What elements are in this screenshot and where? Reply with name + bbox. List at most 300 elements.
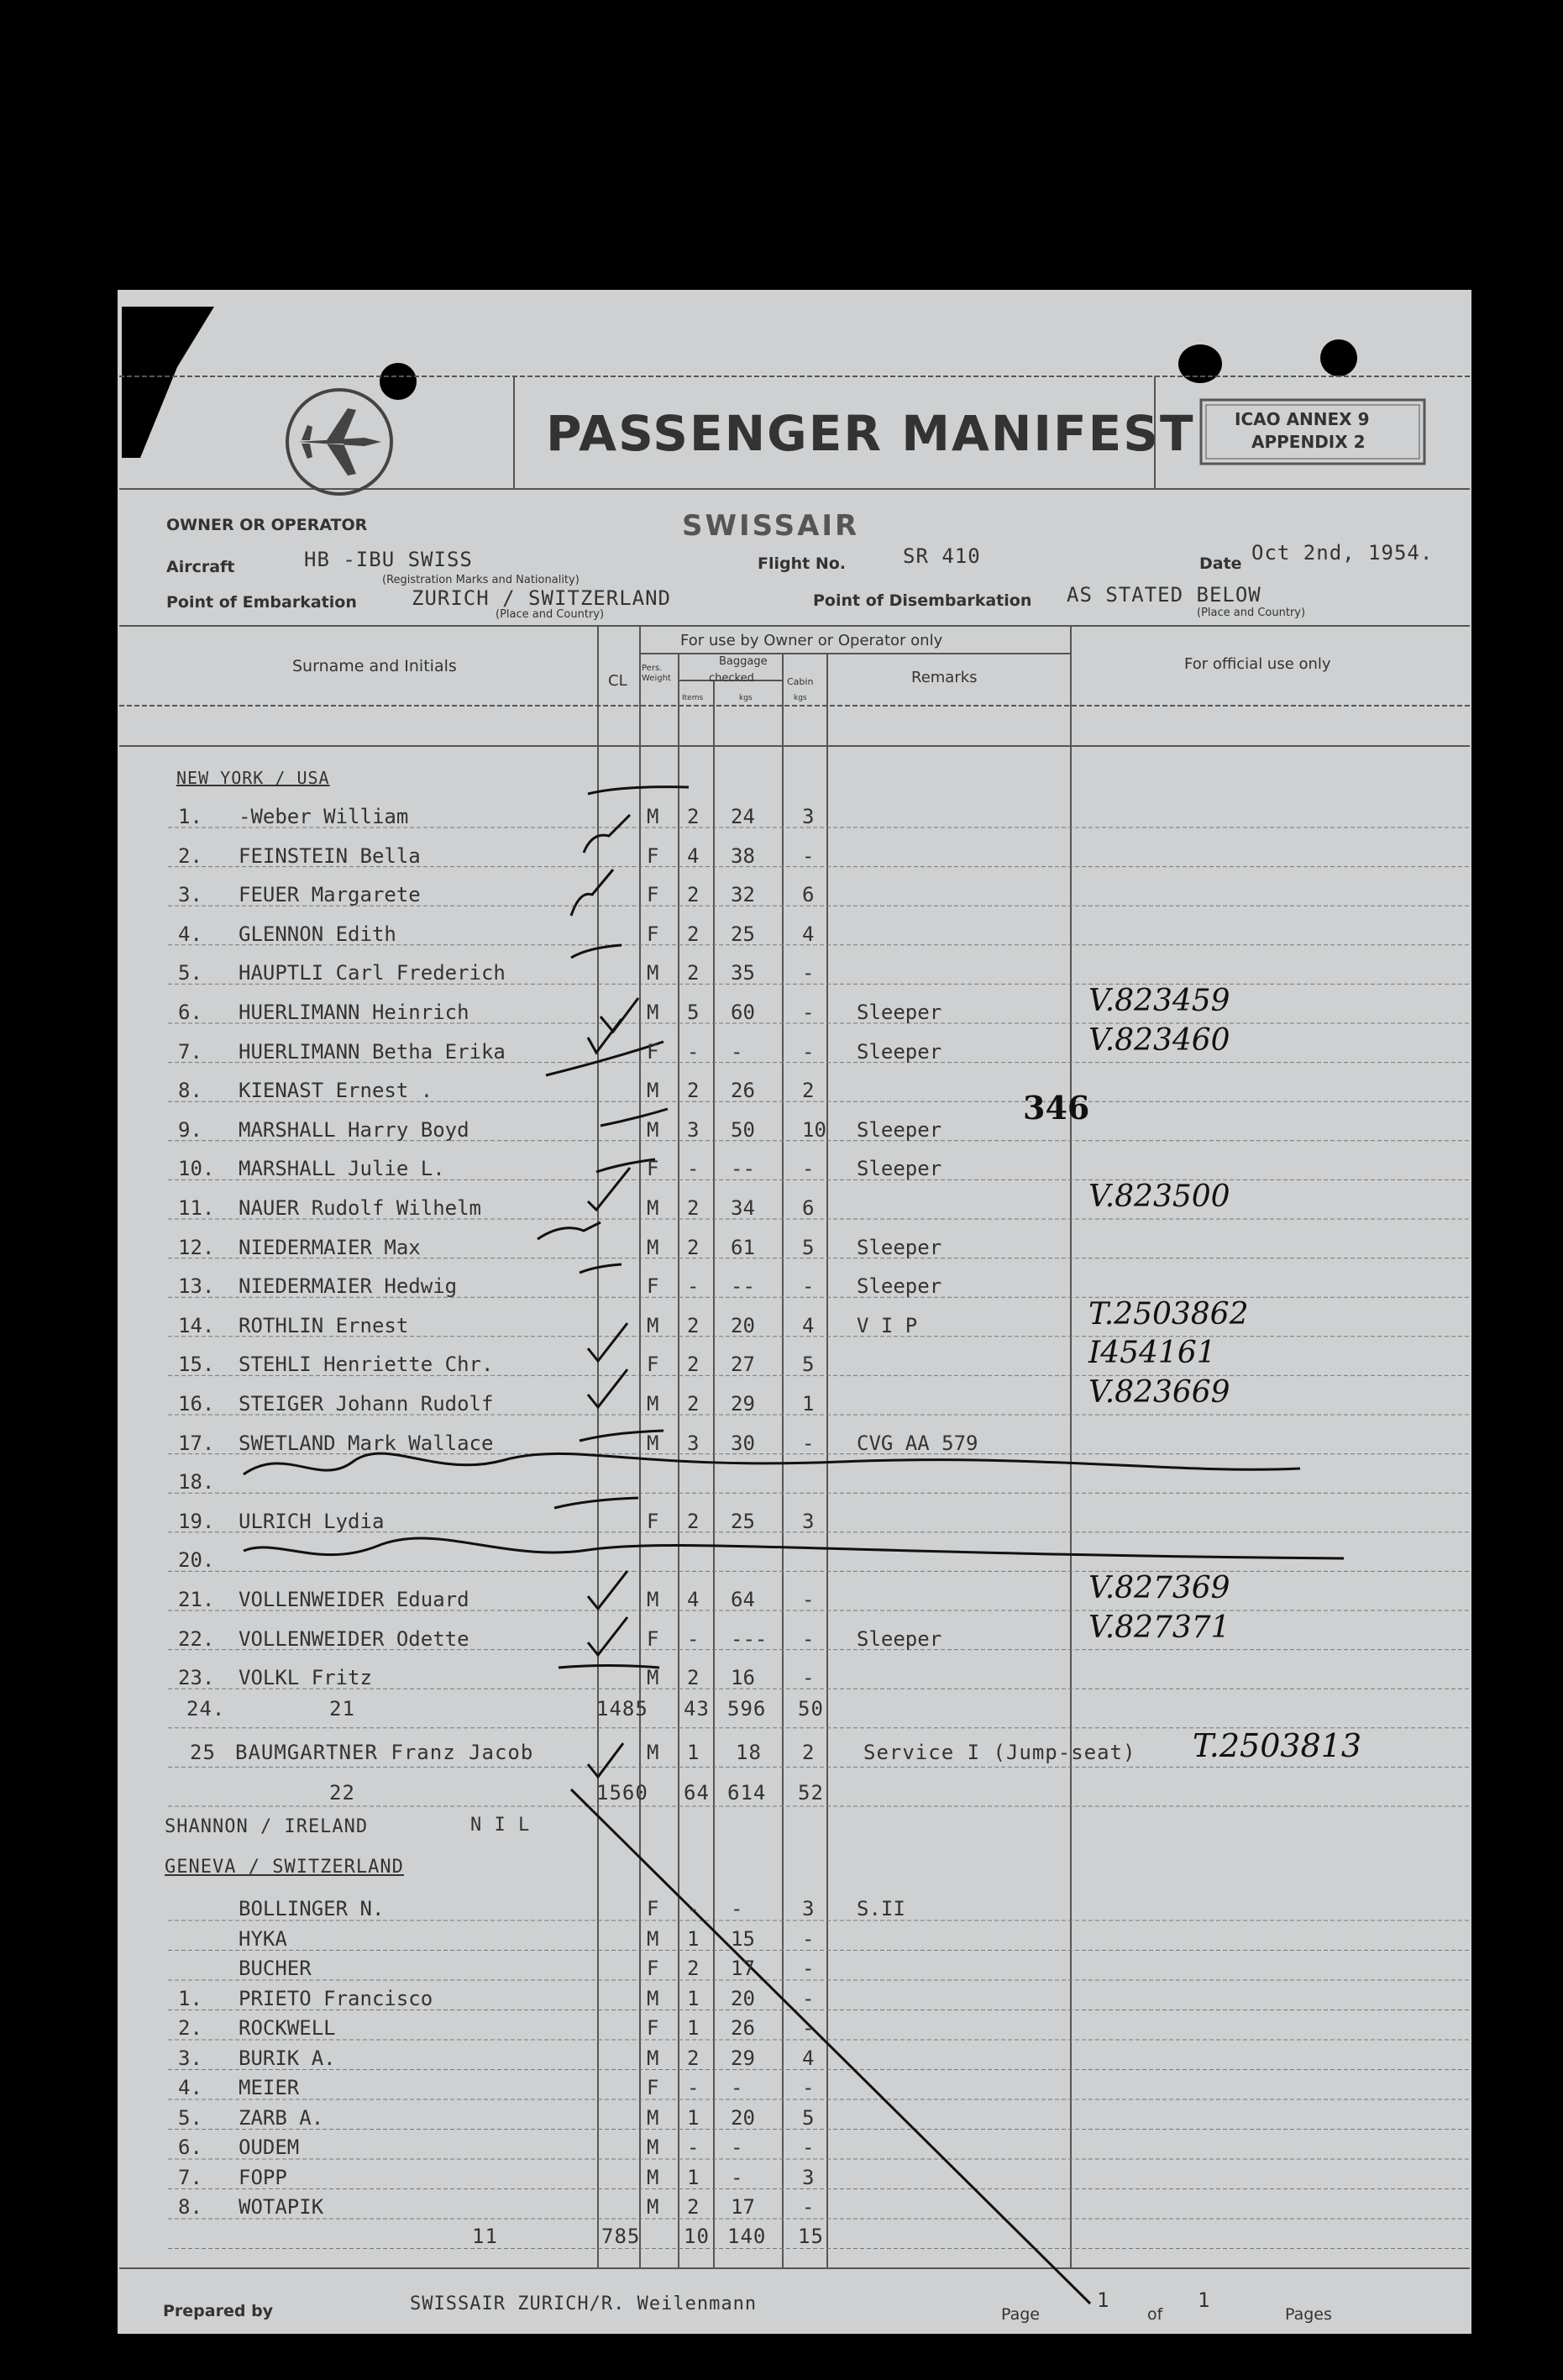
row-number: 16.: [178, 1392, 215, 1416]
col-cl: CL: [608, 672, 627, 690]
baggage-kgs: ---: [731, 1626, 768, 1651]
pages-label: Pages: [1285, 2305, 1332, 2324]
passenger-name: HUERLIMANN Heinrich: [239, 1001, 469, 1024]
baggage-kgs: 32: [731, 883, 755, 907]
total-cabin: 50: [798, 1697, 824, 1721]
remarks: S.II: [857, 1897, 905, 1920]
flight-label: Flight No.: [758, 554, 847, 573]
baggage-kgs: 20: [731, 1313, 755, 1337]
baggage-pieces: 4: [687, 1588, 700, 1611]
baggage-pieces: 5: [687, 1001, 700, 1024]
of-label: of: [1147, 2305, 1163, 2324]
baggage-kgs: 15: [731, 1926, 755, 1951]
cabin-kgs: 3: [802, 1897, 815, 1920]
baggage-kgs: 61: [731, 1235, 755, 1259]
embark-label: Point of Embarkation: [166, 593, 357, 612]
passenger-sex: M: [647, 2046, 659, 2070]
disembark-sublabel: (Place and Country): [1197, 607, 1306, 619]
passenger-name: PRIETO Francisco: [239, 1986, 433, 2010]
cabin-kgs: 4: [802, 922, 815, 946]
total-cabin: 52: [798, 1781, 824, 1805]
baggage-kgs: 26: [731, 1079, 755, 1103]
row-number: 18.: [178, 1470, 215, 1495]
baggage-pieces: 2: [687, 1509, 700, 1533]
section-new-york: NEW YORK / USA: [176, 768, 330, 788]
remarks: Sleeper: [857, 1117, 942, 1142]
remarks: Service I (Jump-seat): [863, 1741, 1136, 1764]
total-weight: 1485: [596, 1697, 648, 1721]
baggage-kgs: 30: [731, 1431, 755, 1455]
passenger-name: ULRICH Lydia: [239, 1509, 385, 1533]
passenger-count: 11: [472, 2225, 498, 2248]
passenger-row: [0, 1503, 1563, 1542]
cabin-kgs: -: [802, 1588, 815, 1611]
baggage-kgs: 34: [731, 1196, 755, 1220]
total-pieces: 43: [684, 1697, 710, 1721]
passenger-name: BURIK A.: [239, 2046, 336, 2070]
total-kgs: 596: [727, 1697, 767, 1721]
passenger-sex: M: [647, 1741, 660, 1764]
passenger-name: STEHLI Henriette Chr.: [239, 1353, 494, 1377]
passenger-row: [0, 1542, 1563, 1580]
passenger-sex: F: [647, 1157, 659, 1181]
passenger-sex: M: [647, 1079, 659, 1103]
baggage-kgs: 20: [731, 1986, 755, 2010]
aircraft-label: Aircraft: [166, 558, 235, 576]
passenger-name: NIEDERMAIER Max: [239, 1235, 421, 1259]
aircraft-sublabel: (Registration Marks and Nationality): [382, 574, 580, 586]
remarks: CVG AA 579: [857, 1431, 978, 1455]
row-number: 2.: [178, 843, 202, 868]
passenger-row: [0, 1336, 1563, 1384]
row-number: 20.: [178, 1548, 215, 1573]
cabin-kgs: 5: [802, 1353, 815, 1377]
section-geneva: GENEVA / SWITZERLAND: [165, 1857, 404, 1878]
row-number: 22.: [178, 1626, 215, 1651]
passenger-name: BUCHER: [239, 1957, 312, 1980]
passenger-row: [0, 1229, 1563, 1268]
passenger-sex: F: [647, 1353, 659, 1377]
official-note: V.823460: [1088, 1022, 1230, 1058]
baggage-pieces: 3: [687, 1431, 700, 1455]
passenger-count: 22: [329, 1781, 355, 1805]
baggage-pieces: 2: [687, 961, 700, 985]
date-value: Oct 2nd, 1954.: [1251, 541, 1434, 565]
cabin-kgs: 5: [802, 2105, 815, 2130]
cabin-kgs: 6: [802, 883, 815, 907]
total-weight: 785: [601, 2225, 641, 2248]
remarks: Sleeper: [857, 1039, 942, 1064]
appendix-label: APPENDIX 2: [1251, 432, 1366, 452]
baggage-kgs: 16: [731, 1666, 755, 1690]
passenger-sex: F: [647, 1039, 659, 1064]
row-number: 25: [190, 1741, 216, 1764]
passenger-row: [0, 1268, 1563, 1306]
baggage-pieces: -: [687, 2076, 700, 2099]
baggage-pieces: 1: [687, 2165, 700, 2189]
col-cabin: Cabin: [787, 676, 814, 687]
total-kgs: 614: [727, 1781, 767, 1805]
row-number: 10.: [178, 1157, 215, 1181]
col-remarks: Remarks: [911, 669, 978, 686]
prepared-by-value: SWISSAIR ZURICH/R. Weilenmann: [410, 2293, 758, 2314]
cabin-kgs: -: [802, 2136, 815, 2159]
baggage-pieces: 2: [687, 883, 700, 907]
official-note: V.823459: [1088, 984, 1230, 1018]
official-note: V.823500: [1088, 1179, 1230, 1214]
passenger-sex: M: [647, 805, 659, 828]
total-weight: 1560: [596, 1781, 648, 1805]
passenger-sex: M: [647, 2105, 659, 2130]
row-number: 3.: [178, 2046, 202, 2070]
official-note: V.823669: [1088, 1375, 1230, 1410]
cabin-kgs: 2: [802, 1079, 815, 1103]
date-label: Date: [1199, 554, 1242, 573]
baggage-pieces: 2: [687, 1666, 700, 1690]
passenger-row: [0, 1571, 1563, 1620]
cabin-kgs: -: [802, 2195, 815, 2219]
row-number: 9.: [178, 1117, 202, 1142]
row-number: 4.: [178, 2076, 202, 2099]
baggage-pieces: 1: [687, 1926, 700, 1951]
cabin-kgs: -: [802, 1431, 815, 1455]
passenger-row: [0, 954, 1563, 993]
passenger-row: [0, 984, 1563, 1032]
passenger-name: ROTHLIN Ernest: [239, 1313, 409, 1337]
passenger-sex: M: [647, 2136, 659, 2159]
cabin-kgs: -: [802, 1926, 815, 1951]
baggage-kgs: 20: [731, 2105, 755, 2130]
baggage-pieces: -: [687, 1274, 700, 1299]
row-number: 2.: [178, 2016, 202, 2040]
page-label: Page: [1001, 2305, 1040, 2324]
row-number: 17.: [178, 1431, 215, 1455]
baggage-pieces: 1: [687, 1741, 700, 1764]
aircraft-value: HB -IBU SWISS: [304, 548, 473, 571]
official-note: V.827369: [1088, 1571, 1230, 1605]
row-number: 6.: [178, 1001, 202, 1024]
new-york-total-row: [0, 1690, 1563, 1729]
form-title: PASSENGER MANIFEST: [546, 405, 1195, 462]
row-number: 1.: [178, 805, 202, 828]
baggage-kgs: 26: [731, 2016, 755, 2040]
embark-sublabel: (Place and Country): [496, 608, 605, 621]
passenger-sex: F: [647, 2076, 659, 2099]
baggage-pieces: 2: [687, 1957, 700, 1980]
col-kgs: kgs: [739, 694, 753, 702]
baggage-pieces: -: [687, 2136, 700, 2159]
cabin-kgs: -: [802, 961, 815, 985]
row-number: 12.: [178, 1235, 215, 1259]
remarks: Sleeper: [857, 1626, 942, 1651]
row-number: 7.: [178, 1039, 202, 1064]
passenger-sex: F: [647, 1509, 659, 1533]
col-owner-use: For use by Owner or Operator only: [680, 632, 943, 649]
passenger-name: ZARB A.: [239, 2105, 324, 2130]
row-number: 15.: [178, 1353, 215, 1377]
baggage-pieces: 2: [687, 922, 700, 946]
baggage-kgs: 35: [731, 961, 755, 985]
disembark-value: AS STATED BELOW: [1067, 583, 1261, 607]
row-number: 7.: [178, 2165, 202, 2189]
passenger-row: [0, 1179, 1563, 1228]
row-number: 23.: [178, 1666, 215, 1690]
baggage-kgs: 50: [731, 1117, 755, 1142]
cabin-kgs: 10: [802, 1117, 826, 1142]
passenger-sex: M: [647, 2195, 659, 2219]
cabin-kgs: -: [802, 2076, 815, 2099]
col-pers-weight: Pers. Weight: [642, 664, 671, 683]
cabin-kgs: -: [802, 2016, 815, 2040]
baggage-pieces: 2: [687, 1079, 700, 1103]
passenger-sex: M: [647, 1235, 659, 1259]
passenger-name: BOLLINGER N.: [239, 1897, 385, 1920]
passenger-name: HAUPTLI Carl Frederich: [239, 961, 506, 985]
passenger-sex: M: [647, 1431, 659, 1455]
cabin-kgs: 5: [802, 1235, 815, 1259]
baggage-kgs: 24: [731, 805, 755, 828]
col-items: Items: [682, 694, 704, 702]
baggage-kgs: 18: [736, 1741, 762, 1764]
passenger-sex: M: [647, 1196, 659, 1220]
total-pieces: 10: [684, 2225, 710, 2248]
passenger-name: HUERLIMANN Betha Erika: [239, 1039, 506, 1064]
baggage-pieces: 2: [687, 805, 700, 828]
passenger-sex: F: [647, 883, 659, 907]
baggage-pieces: 1: [687, 1986, 700, 2010]
passenger-sex: F: [647, 922, 659, 946]
passenger-sex: M: [647, 1001, 659, 1024]
passenger-row: [0, 1425, 1563, 1463]
total-pieces: 64: [684, 1781, 710, 1805]
baggage-pieces: -: [687, 1039, 700, 1064]
passenger-row: [0, 838, 1563, 876]
passenger-count: 21: [329, 1697, 355, 1721]
passenger-sex: M: [647, 1313, 659, 1337]
col-cabin-kgs: kgs: [794, 694, 807, 702]
annex-label: ICAO ANNEX 9: [1235, 409, 1370, 429]
cabin-kgs: 4: [802, 2046, 815, 2070]
row-number: 6.: [178, 2136, 202, 2159]
baggage-kgs: 27: [731, 1353, 755, 1377]
passenger-sex: F: [647, 2016, 659, 2040]
passenger-name: -Weber William: [239, 805, 409, 828]
remarks: Sleeper: [857, 1157, 942, 1181]
passenger-row: [0, 916, 1563, 954]
baggage-pieces: 2: [687, 2046, 700, 2070]
baggage-pieces: -: [687, 1626, 700, 1651]
passenger-row: [0, 1072, 1563, 1111]
passenger-name: MARSHALL Harry Boyd: [239, 1117, 469, 1142]
passenger-row: [0, 1022, 1563, 1072]
passenger-name: KIENAST Ernest .: [239, 1079, 433, 1103]
col-surname: Surname and Initials: [292, 657, 457, 675]
baggage-kgs: 17: [731, 2195, 755, 2219]
cabin-kgs: -: [802, 1039, 815, 1064]
passenger-sex: M: [647, 961, 659, 985]
cabin-kgs: -: [802, 843, 815, 868]
official-note: T.2503862: [1088, 1296, 1249, 1332]
passenger-name: MEIER: [239, 2076, 300, 2099]
passenger-name: OUDEM: [239, 2136, 300, 2159]
passenger-sex: F: [647, 1897, 659, 1920]
cabin-kgs: -: [802, 1274, 815, 1299]
passenger-row: [0, 798, 1563, 837]
passenger-name: FEINSTEIN Bella: [239, 843, 421, 868]
row-number: 11.: [178, 1196, 215, 1220]
passenger-name: GLENNON Edith: [239, 922, 396, 946]
baggage-kgs: -: [731, 2076, 743, 2099]
cabin-kgs: -: [802, 1986, 815, 2010]
row-number: 3.: [178, 883, 202, 907]
baggage-kgs: 25: [731, 1509, 755, 1533]
baggage-kgs: --: [731, 1157, 755, 1181]
passenger-sex: M: [647, 1926, 659, 1951]
passenger-name: VOLLENWEIDER Odette: [239, 1626, 469, 1651]
cabin-kgs: 4: [802, 1313, 815, 1337]
cabin-kgs: 6: [802, 1196, 815, 1220]
baggage-kgs: -: [731, 1039, 743, 1064]
cabin-kgs: -: [802, 1626, 815, 1651]
row-number: 13.: [178, 1274, 215, 1299]
passenger-sex: F: [647, 1957, 659, 1980]
row-number: 5.: [178, 961, 202, 985]
embark-value: ZURICH / SWITZERLAND: [412, 586, 671, 610]
cabin-kgs: 3: [802, 805, 815, 828]
cabin-kgs: -: [802, 1001, 815, 1024]
row-number: 21.: [178, 1588, 215, 1611]
grand-total-row: [0, 1774, 1563, 1813]
owner-value: SWISSAIR: [682, 509, 860, 543]
row-number: 4.: [178, 922, 202, 946]
baggage-pieces: 2: [687, 1196, 700, 1220]
passenger-name: BAUMGARTNER Franz Jacob: [235, 1741, 534, 1764]
passenger-sex: M: [647, 1986, 659, 2010]
passenger-name: ROCKWELL: [239, 2016, 336, 2040]
official-note: T.2503813: [1193, 1727, 1362, 1764]
baggage-kgs: 25: [731, 922, 755, 946]
passenger-name: STEIGER Johann Rudolf: [239, 1392, 494, 1416]
remarks: V I P: [857, 1313, 918, 1337]
baggage-pieces: 2: [687, 1313, 700, 1337]
baggage-pieces: 3: [687, 1117, 700, 1142]
flight-value: SR 410: [903, 544, 981, 568]
baggage-pieces: -: [687, 1157, 700, 1181]
cabin-kgs: 1: [802, 1392, 815, 1416]
total-kgs: 140: [727, 2225, 767, 2248]
cabin-kgs: -: [802, 1666, 815, 1690]
baggage-pieces: 2: [687, 1235, 700, 1259]
passenger-sex: M: [647, 1117, 659, 1142]
airplane-logo-icon: [286, 388, 393, 496]
row-number: 19.: [178, 1509, 215, 1533]
passenger-row: [0, 1111, 1563, 1150]
passenger-name: VOLKL Fritz: [239, 1666, 372, 1690]
baggage-kgs: 64: [731, 1588, 755, 1611]
baggage-pieces: 2: [687, 1392, 700, 1416]
total-pages-value: 1: [1198, 2288, 1211, 2312]
stamped-page-number: 346: [1023, 1089, 1090, 1127]
baggage-kgs: --: [731, 1274, 755, 1299]
row-number: 8.: [178, 2195, 202, 2219]
prepared-by-label: Prepared by: [163, 2302, 274, 2320]
passenger-name: FEUER Margarete: [239, 883, 421, 907]
passenger-name: NAUER Rudolf Wilhelm: [239, 1196, 481, 1220]
passenger-name: HYKA: [239, 1926, 287, 1951]
passenger-row: [0, 1463, 1563, 1502]
remarks: Sleeper: [857, 1274, 942, 1299]
col-official: For official use only: [1184, 655, 1331, 673]
passenger-row: [0, 1375, 1563, 1424]
baggage-pieces: 2: [687, 1353, 700, 1377]
shannon-nil: N I L: [470, 1815, 531, 1836]
passenger-row: [0, 1150, 1563, 1189]
baggage-pieces: -: [687, 1897, 700, 1920]
baggage-pieces: 1: [687, 2105, 700, 2130]
baggage-pieces: 4: [687, 843, 700, 868]
row-number: 24.: [186, 1697, 226, 1721]
baggage-pieces: 1: [687, 2016, 700, 2040]
baggage-kgs: -: [731, 2165, 743, 2189]
row-number: 1.: [178, 1986, 202, 2010]
row-number: 5.: [178, 2105, 202, 2130]
col-checked: checked: [709, 672, 754, 685]
passenger-name: SWETLAND Mark Wallace: [239, 1431, 494, 1455]
cabin-kgs: 3: [802, 2165, 815, 2189]
passenger-row: [0, 1610, 1563, 1659]
official-note: I454161: [1088, 1336, 1216, 1371]
passenger-name: NIEDERMAIER Hedwig: [239, 1274, 458, 1299]
cabin-kgs: 2: [802, 1741, 816, 1764]
passenger-row: [0, 876, 1563, 915]
baggage-kgs: 17: [731, 1957, 755, 1980]
passenger-sex: M: [647, 1666, 659, 1690]
passenger-sex: M: [647, 2165, 659, 2189]
passenger-name: VOLLENWEIDER Eduard: [239, 1588, 469, 1611]
passenger-name: WOTAPIK: [239, 2195, 324, 2219]
baggage-kgs: -: [731, 1897, 743, 1920]
passenger-sex: F: [647, 843, 659, 868]
passenger-row: [0, 1296, 1563, 1346]
passenger-sex: M: [647, 1588, 659, 1611]
baggage-pieces: 2: [687, 2195, 700, 2219]
passenger-sex: F: [647, 1274, 659, 1299]
baggage-kgs: 38: [731, 843, 755, 868]
col-baggage: Baggage: [719, 655, 768, 668]
section-shannon: SHANNON / IRELAND: [165, 1816, 369, 1837]
passenger-name: FOPP: [239, 2165, 287, 2189]
geneva-total-row: [0, 2218, 1563, 2257]
baggage-kgs: 60: [731, 1001, 755, 1024]
passenger-name: MARSHALL Julie L.: [239, 1157, 445, 1181]
cabin-kgs: -: [802, 1957, 815, 1980]
baggage-kgs: -: [731, 2136, 743, 2159]
passenger-sex: F: [647, 1626, 659, 1651]
total-cabin: 15: [798, 2225, 824, 2248]
baggage-kgs: 29: [731, 2046, 755, 2070]
remarks: Sleeper: [857, 1235, 942, 1259]
page-value: 1: [1097, 2288, 1110, 2312]
cabin-kgs: -: [802, 1157, 815, 1181]
row-number: 14.: [178, 1313, 215, 1337]
passenger-sex: M: [647, 1392, 659, 1416]
disembark-label: Point of Disembarkation: [813, 591, 1032, 610]
cabin-kgs: 3: [802, 1509, 815, 1533]
remarks: Sleeper: [857, 1001, 942, 1024]
extra-passenger-row: [0, 1727, 1563, 1773]
baggage-kgs: 29: [731, 1392, 755, 1416]
owner-label: OWNER OR OPERATOR: [166, 516, 368, 534]
